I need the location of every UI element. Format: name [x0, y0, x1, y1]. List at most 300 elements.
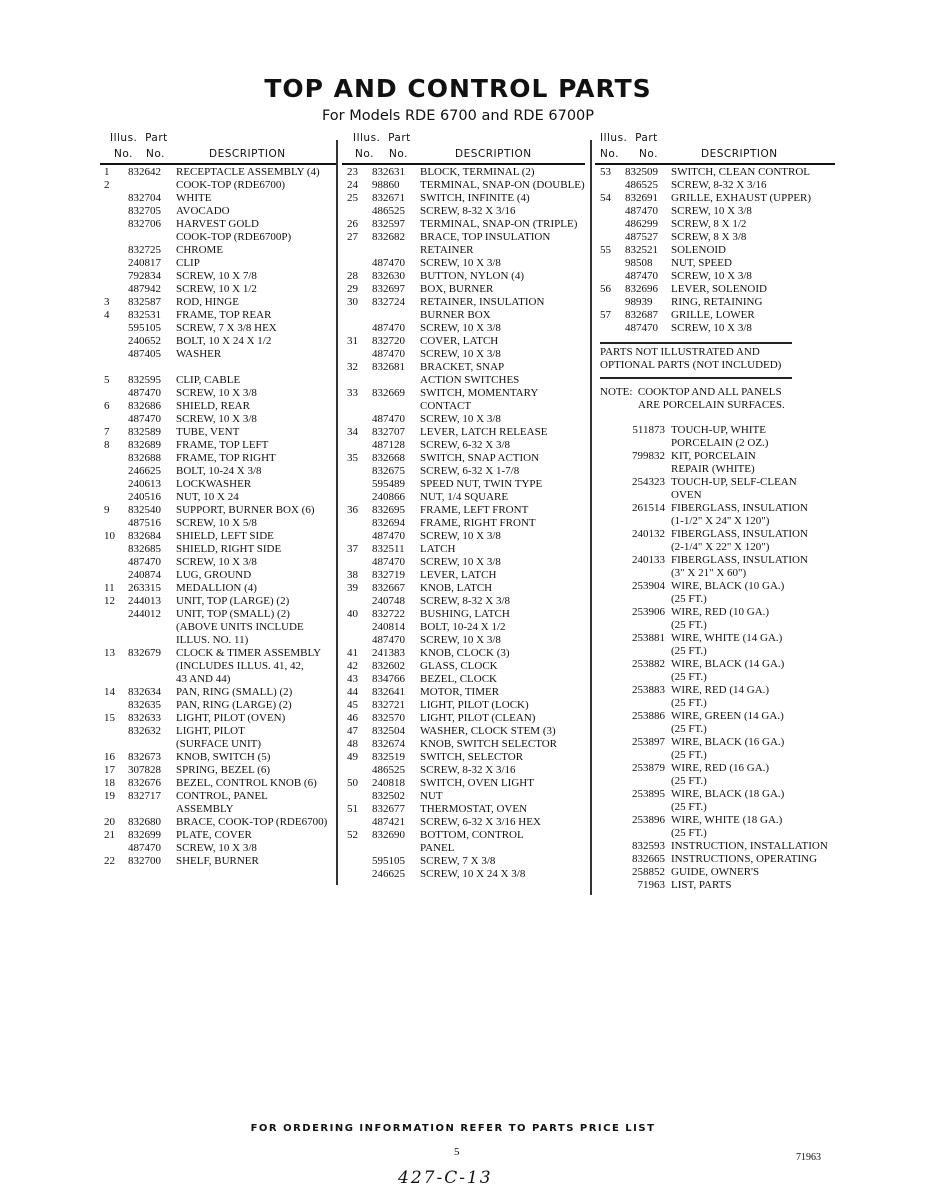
optional-part-row — [600, 658, 835, 671]
illus-number: 48 — [347, 738, 358, 750]
part-description: WIRE, RED (14 GA.) — [671, 684, 770, 696]
part-description: (25 FT.) — [671, 723, 707, 735]
header-rule — [342, 163, 585, 165]
column-header-description: DESCRIPTION — [209, 148, 286, 160]
part-description: TERMINAL, SNAP-ON (TRIPLE) — [420, 218, 578, 230]
part-description: SUPPORT, BURNER BOX (6) — [176, 504, 315, 516]
part-description: SCREW, 10 X 7/8 — [176, 270, 257, 282]
part-number: 253882 — [632, 658, 665, 670]
column-header-illus-part: Illus. Part — [353, 132, 411, 144]
note-text: ARE PORCELAIN SURFACES. — [638, 399, 785, 411]
illus-number: 52 — [347, 829, 358, 841]
part-number: 832631 — [372, 166, 405, 178]
illus-number: 31 — [347, 335, 358, 347]
part-description: MEDALLION (4) — [176, 582, 257, 594]
part-description: LIGHT, PILOT (LOCK) — [420, 699, 529, 711]
part-description: SWITCH, CLEAN CONTROL — [671, 166, 811, 178]
part-number: 832669 — [372, 387, 405, 399]
part-description: LEVER, LATCH — [420, 569, 497, 581]
illus-number: 9 — [104, 504, 110, 516]
optional-part-row — [600, 749, 835, 762]
part-description: WASHER, CLOCK STEM (3) — [420, 725, 556, 737]
part-description: CLIP, CABLE — [176, 374, 241, 386]
part-description: SCREW, 6-32 X 3/8 — [420, 439, 511, 451]
optional-part-row — [600, 814, 835, 827]
part-description: (25 FT.) — [671, 671, 707, 683]
part-number: 832540 — [128, 504, 161, 516]
part-number: 486525 — [625, 179, 658, 191]
part-number: 832697 — [372, 283, 405, 295]
part-description: SCREW, 8 X 3/8 — [671, 231, 747, 243]
part-number: 832668 — [372, 452, 405, 464]
optional-part-row — [600, 593, 835, 606]
part-number: 487470 — [625, 205, 658, 217]
part-number: 832665 — [632, 853, 665, 865]
section-rule — [600, 342, 792, 344]
part-description: NUT — [420, 790, 443, 802]
part-number: 832684 — [128, 530, 161, 542]
part-number: 832531 — [128, 309, 161, 321]
part-description: PAN, RING (LARGE) (2) — [176, 699, 292, 711]
optional-part-row — [600, 671, 835, 684]
optional-part-row — [600, 710, 835, 723]
part-number: 244012 — [128, 608, 161, 620]
part-number: 832704 — [128, 192, 161, 204]
part-description: SCREW, 8-32 X 3/16 — [420, 205, 516, 217]
part-number: 595105 — [128, 322, 161, 334]
part-number: 832722 — [372, 608, 405, 620]
optional-part-row — [600, 606, 835, 619]
part-description: SHIELD, REAR — [176, 400, 250, 412]
part-number: 832695 — [372, 504, 405, 516]
part-number: 487470 — [372, 257, 405, 269]
part-description: SCREW, 10 X 3/8 — [671, 322, 752, 334]
part-number: 832680 — [128, 816, 161, 828]
part-description: PORCELAIN (2 OZ.) — [671, 437, 769, 449]
part-number: 487405 — [128, 348, 161, 360]
part-description: BOLT, 10-24 X 1/2 — [420, 621, 506, 633]
part-number: 832597 — [372, 218, 405, 230]
part-number: 832679 — [128, 647, 161, 659]
part-number: 832595 — [128, 374, 161, 386]
part-description: GLASS, CLOCK — [420, 660, 498, 672]
optional-part-row — [600, 437, 835, 450]
part-description: SCREW, 10 X 3/8 — [420, 413, 501, 425]
part-number: 240613 — [128, 478, 161, 490]
part-number: 832725 — [128, 244, 161, 256]
part-number: 246625 — [372, 868, 405, 880]
part-number: 832570 — [372, 712, 405, 724]
part-description: RING, RETAINING — [671, 296, 763, 308]
column-header-description: DESCRIPTION — [701, 148, 778, 160]
illus-number: 23 — [347, 166, 358, 178]
part-description: WIRE, WHITE (14 GA.) — [671, 632, 783, 644]
part-description: RECEPTACLE ASSEMBLY (4) — [176, 166, 320, 178]
part-description: BEZEL, CONTROL KNOB (6) — [176, 777, 317, 789]
part-description: SHELF, BURNER — [176, 855, 259, 867]
illus-number: 12 — [104, 595, 115, 607]
part-number: 832641 — [372, 686, 405, 698]
part-description: FIBERGLASS, INSULATION — [671, 528, 808, 540]
illus-number: 43 — [347, 673, 358, 685]
illus-number: 53 — [600, 166, 611, 178]
illus-number: 33 — [347, 387, 358, 399]
illus-number: 20 — [104, 816, 115, 828]
part-number: 832686 — [128, 400, 161, 412]
part-description: COOK-TOP (RDE6700P) — [176, 231, 292, 243]
part-number: 832691 — [625, 192, 658, 204]
part-description: ACTION SWITCHES — [420, 374, 520, 386]
part-description: COVER, LATCH — [420, 335, 499, 347]
part-number: 98860 — [372, 179, 400, 191]
optional-part-row — [600, 866, 835, 879]
part-description: TOUCH-UP, SELF-CLEAN — [671, 476, 797, 488]
part-number: 832717 — [128, 790, 161, 802]
illus-number: 3 — [104, 296, 110, 308]
part-number: 832696 — [625, 283, 658, 295]
part-number: 253897 — [632, 736, 665, 748]
part-description: (25 FT.) — [671, 827, 707, 839]
part-description: BRACE, COOK-TOP (RDE6700) — [176, 816, 328, 828]
optional-part-row — [600, 463, 835, 476]
part-number: 253895 — [632, 788, 665, 800]
part-description: BURNER BOX — [420, 309, 491, 321]
illus-number: 7 — [104, 426, 110, 438]
part-description: BOLT, 10-24 X 3/8 — [176, 465, 262, 477]
part-number: 486299 — [625, 218, 658, 230]
part-number: 487470 — [128, 842, 161, 854]
page-number: 5 — [454, 1146, 460, 1158]
part-description: FRAME, TOP LEFT — [176, 439, 269, 451]
optional-part-row — [600, 801, 835, 814]
part-number: 832521 — [625, 244, 658, 256]
part-description: (1-1/2" X 24" X 120") — [671, 515, 770, 527]
part-description: WHITE — [176, 192, 212, 204]
part-description: BOX, BURNER — [420, 283, 494, 295]
part-number: 832635 — [128, 699, 161, 711]
optional-part-row — [600, 840, 835, 853]
part-description: LIGHT, PILOT — [176, 725, 245, 737]
optional-part-row — [600, 502, 835, 515]
part-description: SCREW, 10 X 3/8 — [671, 270, 752, 282]
optional-part-row — [600, 645, 835, 658]
part-number: 263315 — [128, 582, 161, 594]
part-number: 487470 — [372, 634, 405, 646]
part-number: 832504 — [372, 725, 405, 737]
part-description: NUT, 1/4 SQUARE — [420, 491, 509, 503]
part-description: (25 FT.) — [671, 593, 707, 605]
part-number: 511873 — [632, 424, 665, 436]
part-description: UNIT, TOP (LARGE) (2) — [176, 595, 290, 607]
illus-number: 22 — [104, 855, 115, 867]
part-description: GUIDE, OWNER'S — [671, 866, 760, 878]
optional-part-row — [600, 515, 835, 528]
column-header-part-no: No. — [389, 148, 408, 160]
part-number: 832511 — [372, 543, 405, 555]
illus-number: 2 — [104, 179, 110, 191]
part-number: 487470 — [128, 387, 161, 399]
part-number: 832689 — [128, 439, 161, 451]
part-description: (25 FT.) — [671, 619, 707, 631]
part-description: LUG, GROUND — [176, 569, 252, 581]
part-description: KIT, PORCELAIN — [671, 450, 756, 462]
part-number: 261514 — [632, 502, 665, 514]
part-description: LEVER, SOLENOID — [671, 283, 767, 295]
part-number: 487470 — [625, 322, 658, 334]
part-description: PAN, RING (SMALL) (2) — [176, 686, 293, 698]
part-number: 832673 — [128, 751, 161, 763]
part-description: SHIELD, RIGHT SIDE — [176, 543, 282, 555]
part-number: 832633 — [128, 712, 161, 724]
illus-number: 19 — [104, 790, 115, 802]
document-number: 71963 — [796, 1152, 821, 1163]
part-number: 253883 — [632, 684, 665, 696]
part-number: 254323 — [632, 476, 665, 488]
part-number: 240817 — [128, 257, 161, 269]
illus-number: 32 — [347, 361, 358, 373]
part-number: 253886 — [632, 710, 665, 722]
part-description: THERMOSTAT, OVEN — [420, 803, 528, 815]
illus-number: 1 — [104, 166, 110, 178]
optional-part-row — [600, 567, 835, 580]
part-number: 832677 — [372, 803, 405, 815]
part-description: FRAME, LEFT FRONT — [420, 504, 529, 516]
part-number: 240132 — [632, 528, 665, 540]
illus-number: 50 — [347, 777, 358, 789]
section-rule — [600, 377, 792, 379]
illus-number: 27 — [347, 231, 358, 243]
part-number: 253904 — [632, 580, 665, 592]
part-description: BOTTOM, CONTROL — [420, 829, 524, 841]
part-number: 832694 — [372, 517, 405, 529]
illus-number: 37 — [347, 543, 358, 555]
part-number: 832519 — [372, 751, 405, 763]
part-description: WASHER — [176, 348, 222, 360]
illus-number: 39 — [347, 582, 358, 594]
illus-number: 13 — [104, 647, 115, 659]
part-number: 832721 — [372, 699, 405, 711]
column-header-illus-part: Illus. Part — [110, 132, 168, 144]
part-description: LEVER, LATCH RELEASE — [420, 426, 548, 438]
column-divider — [590, 140, 592, 895]
part-description: SCREW, 6-32 X 3/16 HEX — [420, 816, 541, 828]
part-number: 240133 — [632, 554, 665, 566]
optional-part-row — [600, 762, 835, 775]
part-description: TOUCH-UP, WHITE — [671, 424, 766, 436]
part-description: SPRING, BEZEL (6) — [176, 764, 271, 776]
optional-part-row — [600, 723, 835, 736]
part-description: INSTRUCTION, INSTALLATION — [671, 840, 828, 852]
part-description: SWITCH, SNAP ACTION — [420, 452, 540, 464]
part-number: 98508 — [625, 257, 653, 269]
part-description: ROD, HINGE — [176, 296, 239, 308]
optional-part-row — [600, 632, 835, 645]
illus-number: 18 — [104, 777, 115, 789]
part-description: CONTACT — [420, 400, 472, 412]
illus-number: 11 — [104, 582, 115, 594]
part-description: SCREW, 10 X 3/8 — [420, 530, 501, 542]
part-description: SOLENOID — [671, 244, 726, 256]
part-description: REPAIR (WHITE) — [671, 463, 755, 475]
part-description: SCREW, 10 X 3/8 — [420, 634, 501, 646]
part-number: 253881 — [632, 632, 665, 644]
illus-number: 4 — [104, 309, 110, 321]
part-description: HARVEST GOLD — [176, 218, 259, 230]
part-description: SCREW, 10 X 3/8 — [176, 556, 257, 568]
part-number: 240814 — [372, 621, 405, 633]
part-number: 832587 — [128, 296, 161, 308]
part-description: SCREW, 10 X 3/8 — [671, 205, 752, 217]
part-description: SWITCH, OVEN LIGHT — [420, 777, 534, 789]
column-header-illus-part: Illus. Part — [600, 132, 658, 144]
part-number: 240818 — [372, 777, 405, 789]
part-number: 832707 — [372, 426, 405, 438]
part-description: ILLUS. NO. 11) — [176, 634, 249, 646]
part-description: SCREW, 8-32 X 3/16 — [420, 764, 516, 776]
part-number: 253879 — [632, 762, 665, 774]
part-description: TUBE, VENT — [176, 426, 240, 438]
illus-number: 24 — [347, 179, 358, 191]
part-description: LATCH — [420, 543, 456, 555]
illus-number: 6 — [104, 400, 110, 412]
illus-number: 40 — [347, 608, 358, 620]
part-description: SCREW, 7 X 3/8 — [420, 855, 496, 867]
part-number: 487470 — [372, 348, 405, 360]
part-description: SCREW, 10 X 24 X 3/8 — [420, 868, 526, 880]
part-number: 487470 — [128, 413, 161, 425]
optional-part-row — [600, 619, 835, 632]
illus-number: 35 — [347, 452, 358, 464]
illus-number: 30 — [347, 296, 358, 308]
part-description: BOLT, 10 X 24 X 1/2 — [176, 335, 272, 347]
part-number: 487527 — [625, 231, 658, 243]
optional-part-row — [600, 541, 835, 554]
part-description: AVOCADO — [176, 205, 230, 217]
part-number: 832593 — [632, 840, 665, 852]
part-number: 832687 — [625, 309, 658, 321]
part-number: 832690 — [372, 829, 405, 841]
illus-number: 8 — [104, 439, 110, 451]
part-number: 832688 — [128, 452, 161, 464]
part-description: WIRE, BLACK (14 GA.) — [671, 658, 785, 670]
part-description: LOCKWASHER — [176, 478, 252, 490]
column-header-illus-no: No. — [114, 148, 133, 160]
part-number: 832602 — [372, 660, 405, 672]
part-description: KNOB, SWITCH (5) — [176, 751, 271, 763]
optional-part-row — [600, 788, 835, 801]
part-description: SCREW, 8 X 1/2 — [671, 218, 747, 230]
part-description: SCREW, 10 X 3/8 — [420, 556, 501, 568]
part-description: COOK-TOP (RDE6700) — [176, 179, 286, 191]
illus-number: 15 — [104, 712, 115, 724]
part-description: CONTROL, PANEL — [176, 790, 268, 802]
part-description: RETAINER — [420, 244, 474, 256]
part-description: BUSHING, LATCH — [420, 608, 510, 620]
part-description: SPEED NUT, TWIN TYPE — [420, 478, 543, 490]
part-description: SCREW, 6-32 X 1-7/8 — [420, 465, 520, 477]
part-description: SCREW, 10 X 5/8 — [176, 517, 257, 529]
illus-number: 41 — [347, 647, 358, 659]
part-description: (INCLUDES ILLUS. 41, 42, — [176, 660, 304, 672]
part-number: 240866 — [372, 491, 405, 503]
part-number: 240652 — [128, 335, 161, 347]
part-number: 253896 — [632, 814, 665, 826]
part-description: (2-1/4" X 22" X 120") — [671, 541, 770, 553]
part-number: 832509 — [625, 166, 658, 178]
note-text: NOTE: COOKTOP AND ALL PANELS — [600, 386, 782, 398]
part-number: 98939 — [625, 296, 653, 308]
part-description: WIRE, RED (10 GA.) — [671, 606, 770, 618]
optional-part-row — [600, 528, 835, 541]
illus-number: 47 — [347, 725, 358, 737]
part-number: 799832 — [632, 450, 665, 462]
part-description: (25 FT.) — [671, 775, 707, 787]
part-number: 832705 — [128, 205, 161, 217]
part-description: SCREW, 10 X 3/8 — [420, 322, 501, 334]
part-description: NUT, SPEED — [671, 257, 732, 269]
part-number: 832642 — [128, 166, 161, 178]
illus-number: 10 — [104, 530, 115, 542]
part-description: WIRE, GREEN (14 GA.) — [671, 710, 784, 722]
part-description: (25 FT.) — [671, 801, 707, 813]
part-description: BUTTON, NYLON (4) — [420, 270, 524, 282]
part-number: 832630 — [372, 270, 405, 282]
illus-number: 5 — [104, 374, 110, 386]
illus-number: 36 — [347, 504, 358, 516]
illus-number: 34 — [347, 426, 358, 438]
optional-part-row — [600, 476, 835, 489]
illus-number: 46 — [347, 712, 358, 724]
part-number: 834766 — [372, 673, 405, 685]
illus-number: 54 — [600, 192, 611, 204]
part-number: 486525 — [372, 764, 405, 776]
part-description: RETAINER, INSULATION — [420, 296, 545, 308]
part-number: 832720 — [372, 335, 405, 347]
part-number: 240516 — [128, 491, 161, 503]
part-description: (25 FT.) — [671, 697, 707, 709]
illus-number: 21 — [104, 829, 115, 841]
not-illustrated-heading: OPTIONAL PARTS (NOT INCLUDED) — [600, 359, 782, 371]
part-description: (3" X 21" X 60") — [671, 567, 747, 579]
part-description: (25 FT.) — [671, 749, 707, 761]
handwritten-code: 427-C-13 — [398, 1168, 493, 1188]
part-description: SCREW, 10 X 3/8 — [420, 257, 501, 269]
part-number: 832681 — [372, 361, 405, 373]
part-number: 832632 — [128, 725, 161, 737]
part-description: SCREW, 10 X 3/8 — [176, 842, 257, 854]
part-number: 487470 — [372, 322, 405, 334]
illus-number: 28 — [347, 270, 358, 282]
part-number: 832719 — [372, 569, 405, 581]
column-header-part-no: No. — [639, 148, 658, 160]
part-description: FRAME, TOP REAR — [176, 309, 272, 321]
part-description: BRACKET, SNAP — [420, 361, 505, 373]
part-description: GRILLE, EXHAUST (UPPER) — [671, 192, 812, 204]
optional-part-row — [600, 489, 835, 502]
optional-part-row — [600, 827, 835, 840]
part-description: WIRE, RED (16 GA.) — [671, 762, 770, 774]
part-number: 832724 — [372, 296, 405, 308]
part-number: 487128 — [372, 439, 405, 451]
part-description: SCREW, 10 X 1/2 — [176, 283, 257, 295]
part-description: UNIT, TOP (SMALL) (2) — [176, 608, 290, 620]
page-subtitle: For Models RDE 6700 and RDE 6700P — [321, 108, 595, 124]
part-description: PLATE, COVER — [176, 829, 252, 841]
optional-part-row — [600, 697, 835, 710]
column-header-illus-no: No. — [600, 148, 619, 160]
illus-number: 14 — [104, 686, 115, 698]
part-number: 832700 — [128, 855, 161, 867]
